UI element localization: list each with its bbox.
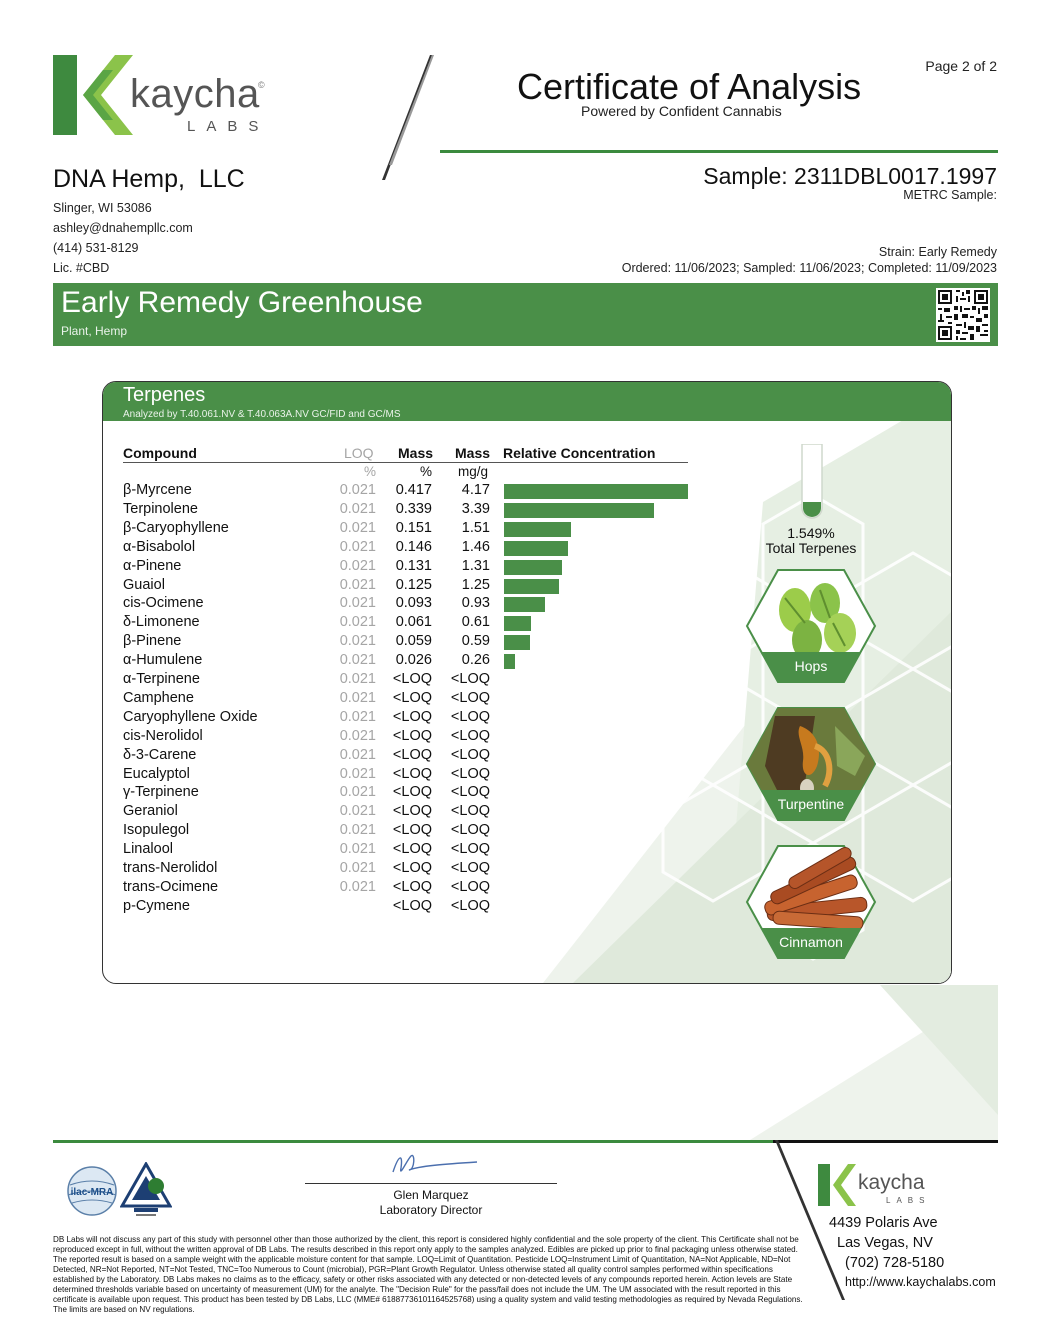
relative-concentration-bar: [504, 597, 545, 612]
disclaimer-text: DB Labs will not discuss any part of this study with personnel other than those authorized by the client, this report is considered highly confidential and the sole property of the client. This Certificate shall not be reproduced except in full, without the written approval of DB Labs. The results described in this report only apply to the samples analyzed. Edibles are picked up prior to final packaging unless otherwise stated. The reported result is based on a sample weight with the applicable moisture content for that sample. LOQ=Limit of Quantitation. Pesticide LOQ=Instrument Limit of Quantitation, NA=Not Applicable, ND=Not Detected, NR=Not Reported, NT=Not Tested, TNC=Too Numerous to Count (microbial), PGR=Plant Growth Regulator. Unless otherwise stated all quality control samples performed within specifications established by the Laboratory. DB Labs makes no claims as to the efficacy, safety or other risks associated with any detected or non-detected levels of any compounds reported herein. Action levels are State determined thresholds variable based on uncertainty of measurement (UM) for the analyte. The "Decision Rule" for the pass/fail does not include the UM. The UM associated with the result reported in this certificate is available upon request. This product has been tested by DB Labs, LLC (MME# 61887736101164525768) using a quality system and valid testing methodologies as required by Nevada Regulations. The limits are based on NV regulations.: [53, 1235, 803, 1314]
product-name: Early Remedy Greenhouse: [61, 286, 423, 319]
terpene-row: [123, 539, 693, 558]
sample-dates: Ordered: 11/06/2023; Sampled: 11/06/2023; Completed: 11/09/2023: [621, 261, 997, 275]
mass-percent: 0.125: [395, 576, 432, 593]
document-subtitle: Powered by Confident Cannabis: [581, 103, 782, 119]
terpene-row: [123, 822, 693, 841]
logo-text: kaycha: [130, 72, 260, 116]
background-shape: [500, 985, 998, 1140]
terpene-row: [123, 841, 693, 860]
col-header-loq: LOQ: [344, 445, 374, 461]
mass-mg-per-g: 1.46: [461, 538, 490, 555]
compound-name: δ-Limonene: [123, 614, 200, 631]
kaycha-footer-logo-mark: [818, 1164, 856, 1206]
pjla-logo: [120, 1162, 172, 1218]
client-city: Slinger, WI 53086: [53, 201, 152, 215]
mass-mg-per-g: <LOQ: [450, 727, 490, 744]
mass-mg-per-g: <LOQ: [450, 708, 490, 725]
mass-percent: 0.093: [395, 595, 432, 612]
mass-percent: <LOQ: [392, 803, 432, 820]
mass-percent: <LOQ: [392, 708, 432, 725]
header-rule: [440, 150, 998, 153]
loq-value: 0.021: [339, 878, 376, 895]
terpene-row: [123, 501, 693, 520]
signature-line: [305, 1183, 557, 1184]
footer-phone: (702) 728-5180: [845, 1255, 945, 1271]
footer-logo-labs: LABS: [886, 1196, 931, 1205]
compound-name: α-Terpinene: [123, 671, 200, 687]
loq-value: 0.021: [339, 765, 376, 782]
compound-name: Eucalyptol: [123, 765, 190, 782]
page-number: Page 2 of 2: [925, 58, 997, 74]
compound-name: trans-Nerolidol: [123, 860, 218, 876]
relative-concentration-bar: [504, 541, 568, 556]
loq-value: 0.021: [339, 538, 376, 555]
col-header-compound: Compound: [123, 445, 197, 461]
client-email: ashley@dnahempllc.com: [53, 221, 193, 235]
kaycha-logo-mark: [53, 55, 133, 135]
client-phone: (414) 531-8129: [53, 241, 139, 255]
compound-name: γ-Terpinene: [123, 784, 199, 801]
logo-labs-text: LABS: [187, 118, 270, 135]
mass-mg-per-g: <LOQ: [450, 784, 490, 801]
mass-mg-per-g: <LOQ: [450, 860, 490, 876]
unit-mass-mg: mg/g: [458, 464, 489, 479]
aroma-cinnamon: [745, 844, 877, 960]
mass-mg-per-g: <LOQ: [450, 803, 490, 820]
col-header-mass-pct: Mass: [398, 445, 434, 461]
document-title: Certificate of Analysis: [517, 66, 862, 107]
mass-percent: 0.146: [395, 538, 432, 555]
loq-value: 0.021: [339, 557, 376, 574]
terpene-row: [123, 671, 693, 690]
terpene-row: [123, 558, 693, 577]
footer-logo-text: kaycha: [858, 1171, 925, 1194]
mass-percent: <LOQ: [392, 822, 432, 839]
terpenes-header: [103, 382, 951, 421]
compound-name: δ-3-Carene: [123, 746, 197, 763]
section-title: Terpenes: [123, 384, 206, 406]
table-header-rule: [123, 462, 688, 463]
address-line-1: 4439 Polaris Ave: [829, 1215, 938, 1231]
client-name: DNA Hemp, LLC: [53, 165, 245, 193]
mass-percent: 0.026: [395, 652, 432, 669]
terpene-row: [123, 690, 693, 709]
terpene-row: [123, 728, 693, 747]
mass-mg-per-g: 0.93: [461, 595, 490, 612]
address-line-2: Las Vegas, NV: [837, 1235, 933, 1251]
loq-value: 0.021: [339, 482, 376, 498]
loq-value: 0.021: [339, 708, 376, 725]
terpene-row: [123, 709, 693, 728]
terpene-row: [123, 577, 693, 596]
terpene-row: [123, 595, 693, 614]
total-terpenes-label: Total Terpenes: [765, 540, 857, 556]
loq-value: 0.021: [339, 614, 376, 631]
mass-mg-per-g: <LOQ: [450, 878, 490, 895]
relative-concentration-bar: [504, 503, 654, 518]
relative-concentration-bar: [504, 522, 571, 537]
terpene-row: [123, 879, 693, 898]
test-tube-icon: [800, 444, 824, 520]
loq-value: 0.021: [339, 727, 376, 744]
loq-value: 0.021: [339, 822, 376, 839]
loq-value: 0.021: [339, 519, 376, 536]
mass-mg-per-g: <LOQ: [450, 671, 490, 687]
logo-registered-mark: ©: [258, 80, 265, 90]
loq-value: 0.021: [339, 633, 376, 650]
loq-value: 0.021: [339, 689, 376, 706]
loq-value: 0.021: [339, 595, 376, 612]
compound-name: cis-Ocimene: [123, 595, 204, 612]
loq-value: 0.021: [339, 746, 376, 763]
terpene-row: [123, 860, 693, 879]
product-banner: [53, 283, 998, 346]
aroma-label: Hops: [794, 658, 828, 674]
mass-mg-per-g: 0.59: [461, 633, 490, 650]
compound-name: α-Bisabolol: [123, 538, 196, 555]
metrc-sample: METRC Sample:: [903, 188, 997, 202]
unit-mass-pct: %: [420, 464, 433, 479]
mass-mg-per-g: <LOQ: [450, 746, 490, 763]
mass-percent: 0.131: [395, 557, 432, 574]
terpenes-card: [102, 381, 952, 984]
mass-mg-per-g: 0.26: [461, 652, 490, 669]
col-header-mass-mg: Mass: [455, 445, 491, 461]
mass-percent: <LOQ: [392, 784, 432, 801]
terpene-row: [123, 898, 693, 917]
strain: Strain: Early Remedy: [878, 245, 997, 259]
compound-name: Caryophyllene Oxide: [123, 708, 258, 725]
terpene-row: [123, 652, 693, 671]
terpene-row: [123, 633, 693, 652]
mass-percent: <LOQ: [392, 671, 432, 687]
mass-percent: 0.061: [395, 614, 432, 631]
header-diagonal-divider: [380, 55, 440, 180]
mass-percent: <LOQ: [392, 841, 432, 858]
aroma-hops: [745, 568, 877, 684]
compound-name: Guaiol: [123, 576, 165, 593]
relative-concentration-bar: [504, 579, 559, 594]
total-terpenes-value: 1.549%: [787, 525, 835, 541]
signer-title: Laboratory Director: [379, 1203, 483, 1217]
qr-code-icon[interactable]: [936, 288, 990, 342]
terpene-row: [123, 747, 693, 766]
terpene-row: [123, 803, 693, 822]
mass-percent: <LOQ: [392, 860, 432, 876]
compound-name: Isopulegol: [123, 822, 190, 839]
mass-mg-per-g: 1.25: [461, 576, 490, 593]
relative-concentration-bar: [504, 484, 688, 499]
mass-percent: 0.339: [395, 500, 432, 517]
loq-value: 0.021: [339, 671, 376, 687]
unit-loq: %: [364, 464, 377, 479]
mass-mg-per-g: <LOQ: [450, 689, 490, 706]
loq-value: 0.021: [339, 841, 376, 858]
terpene-row: [123, 766, 693, 785]
compound-name: Terpinolene: [123, 500, 198, 517]
terpene-row: [123, 520, 693, 539]
mass-mg-per-g: <LOQ: [450, 897, 490, 914]
compound-name: Camphene: [123, 689, 194, 706]
compound-name: α-Pinene: [123, 557, 182, 574]
mass-mg-per-g: 3.39: [461, 500, 490, 517]
compound-name: β-Pinene: [123, 633, 182, 650]
compound-name: β-Caryophyllene: [123, 519, 229, 536]
director-signature: [385, 1150, 480, 1180]
signer-name: Glen Marquez: [393, 1188, 469, 1202]
loq-value: 0.021: [339, 652, 376, 669]
loq-value: 0.021: [339, 784, 376, 801]
compound-name: α-Humulene: [123, 652, 203, 669]
compound-name: p-Cymene: [123, 897, 190, 914]
relative-concentration-bar: [504, 635, 530, 650]
footer-website-link[interactable]: http://www.kaychalabs.com: [845, 1275, 996, 1289]
mass-percent: <LOQ: [392, 746, 432, 763]
mass-mg-per-g: <LOQ: [450, 841, 490, 858]
compound-name: β-Myrcene: [123, 482, 192, 498]
mass-percent: 0.151: [395, 519, 432, 536]
footer-rule-green: [53, 1140, 773, 1143]
loq-value: 0.021: [339, 803, 376, 820]
loq-value: 0.021: [339, 860, 376, 876]
section-method: Analyzed by T.40.061.NV & T.40.063A.NV GC/FID and GC/MS: [123, 409, 401, 420]
mass-percent: 0.059: [395, 633, 432, 650]
mass-mg-per-g: 4.17: [461, 482, 490, 498]
svg-text:ilac-MRA: ilac-MRA: [70, 1187, 114, 1198]
ilac-mra-logo: [66, 1165, 118, 1217]
aroma-turpentine: [745, 706, 877, 822]
mass-mg-per-g: <LOQ: [450, 765, 490, 782]
compound-name: Geraniol: [123, 803, 178, 820]
aroma-label: Turpentine: [777, 796, 845, 812]
compound-name: cis-Nerolidol: [123, 727, 203, 744]
mass-mg-per-g: 0.61: [461, 614, 490, 631]
loq-value: 0.021: [339, 500, 376, 517]
product-type: Plant, Hemp: [61, 324, 128, 338]
compound-name: trans-Ocimene: [123, 878, 219, 895]
client-license: Lic. #CBD: [53, 261, 110, 275]
sample-id: Sample: 2311DBL0017.1997: [703, 163, 997, 189]
relative-concentration-bar: [504, 616, 531, 631]
terpene-row: [123, 784, 693, 803]
mass-percent: <LOQ: [392, 727, 432, 744]
relative-concentration-bar: [504, 560, 562, 575]
mass-mg-per-g: 1.51: [461, 519, 490, 536]
mass-percent: <LOQ: [392, 897, 432, 914]
mass-mg-per-g: <LOQ: [450, 822, 490, 839]
aroma-label: Cinnamon: [779, 934, 843, 950]
compound-name: Linalool: [123, 841, 173, 858]
mass-mg-per-g: 1.31: [461, 557, 490, 574]
col-header-relative: Relative Concentration: [503, 445, 656, 461]
mass-percent: <LOQ: [392, 878, 432, 895]
loq-value: 0.021: [339, 576, 376, 593]
mass-percent: <LOQ: [392, 765, 432, 782]
terpene-row: [123, 482, 693, 501]
mass-percent: <LOQ: [392, 689, 432, 706]
mass-percent: 0.417: [395, 482, 432, 498]
relative-concentration-bar: [504, 654, 515, 669]
terpene-row: [123, 614, 693, 633]
